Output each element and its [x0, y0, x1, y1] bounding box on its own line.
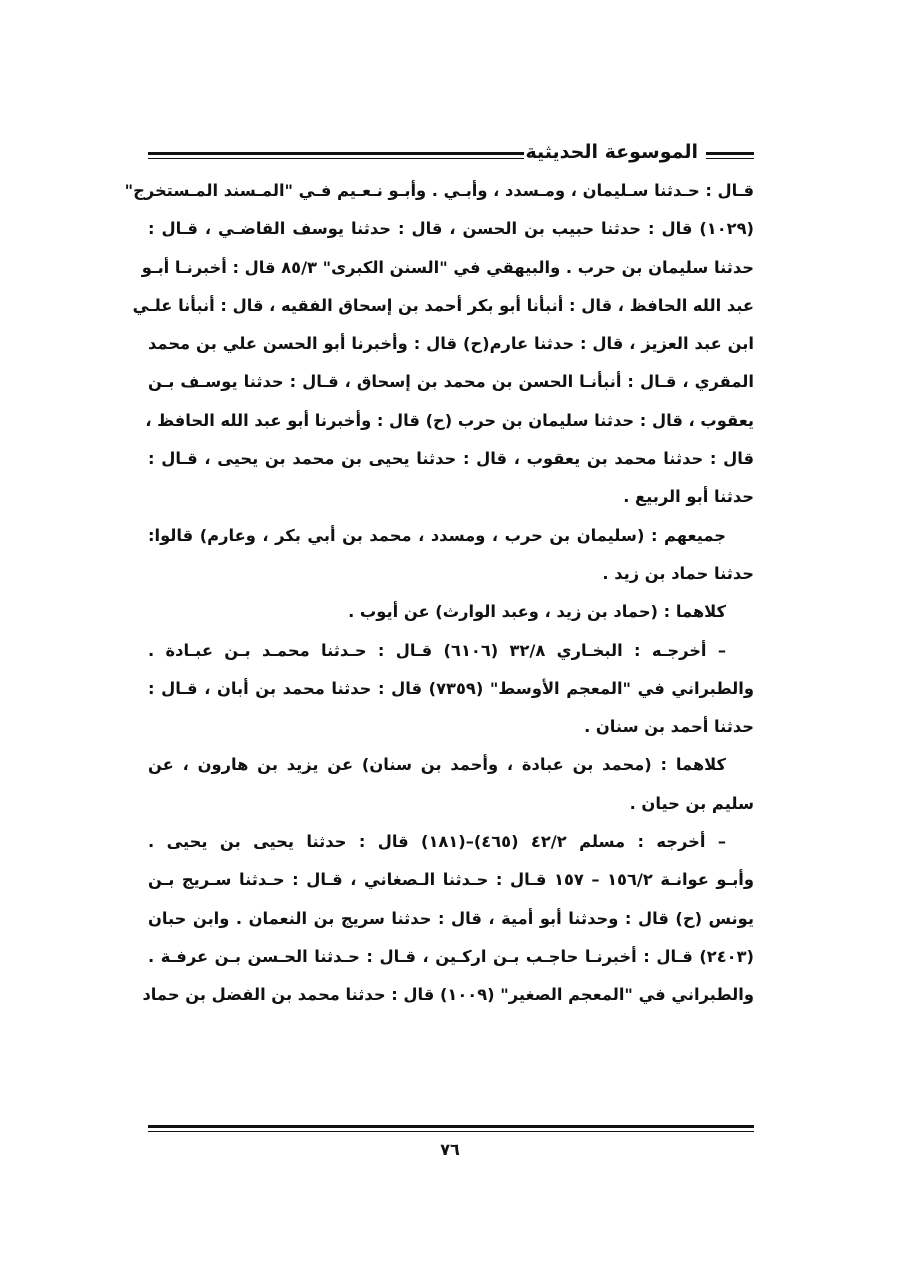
text-line: قال : حدثنا محمد بن يعقوب ، قال : حدثنا يحيى بن محمد بن يحيى ، قـال : [148, 449, 754, 469]
header-rule-left-thin [148, 158, 524, 159]
text-line: كلاهما : (محمد بن عبادة ، وأحمد بن سنان) عن يزيد بن هارون ، عن [148, 755, 726, 775]
text-line: حدثنا أبو الربيع . [623, 487, 754, 507]
text-line: حدثنا سليمان بن حرب . والبيهقي في "السنن الكبرى" ٨٥/٣ قال : أخبرنـا أبـو [141, 257, 754, 277]
body-text [124, 172, 755, 1015]
text-line: سليم بن حيان . [629, 793, 754, 813]
footer-rule [148, 1125, 754, 1132]
text-line: والطبراني في "المعجم الأوسط" (٧٣٥٩) قال : حدثنا محمد بن أبان ، قـال : [148, 678, 754, 698]
running-header [148, 143, 754, 169]
text-line: يونس (ح) قال : وحدثنا أبو أمية ، قال : حدثنا سريج بن النعمان . وابن حبان [148, 908, 754, 928]
text-line: (٢٤٠٣) قـال : أخبرنـا حاجـب بـن اركـين ، قـال : حـدثنا الحـسن بـن عرفـة . [148, 946, 754, 966]
text-line: عبد الله الحافظ ، قال : أنبأنا أبو بكر أحمد بن إسحاق الفقيه ، قال : أنبأنا علـي [132, 295, 754, 315]
text-line: (١٠٢٩) قال : حدثنا حبيب بن الحسن ، قال : حدثنا يوسف القاضـي ، قـال : [148, 219, 754, 239]
text-line: جميعهم : (سليمان بن حرب ، ومسدد ، محمد بن أبي بكر ، وعارم) قالوا: [148, 525, 726, 545]
header-rule-right-thin [706, 158, 754, 159]
text-line: حدثنا أحمد بن سنان . [584, 717, 754, 737]
text-line: كلاهما : (حماد بن زيد ، وعبد الوارث) عن أيوب . [348, 602, 726, 622]
text-line: – أخرجـه : البخـاري ٣٢/٨ (٦١٠٦) قـال : حـدثنا محمـد بـن عبـادة . [148, 640, 726, 660]
page-number: ٧٦ [440, 1140, 460, 1159]
text-line: والطبراني في "المعجم الصغير" (١٠٠٩) قال : حدثنا محمد بن الفضل بن حماد [142, 985, 754, 1005]
text-line: يعقوب ، قال : حدثنا سليمان بن حرب (ح) قال : وأخبرنا أبو عبد الله الحافظ ، [145, 410, 754, 430]
text-line: حدثنا حماد بن زيد . [602, 563, 754, 583]
footer-rule-thin [148, 1131, 754, 1132]
text-line: المقري ، قـال : أنبأنـا الحسن بن محمد بن إسحاق ، قـال : حدثنا يوسـف بـن [148, 372, 754, 392]
text-line: – أخرجه : مسلم ٤٢/٢ (٤٦٥)–(١٨١) قال : حدثنا يحيى بن يحيى . [148, 832, 726, 852]
text-line: ابن عبد العزيز ، قال : حدثنا عارم(ح) قال : وأخبرنا أبو الحسن علي بن محمد [148, 334, 754, 354]
header-rule-left [148, 152, 524, 155]
text-line: قـال : حـدثنا سـليمان ، ومـسدد ، وأبـي . وأبـو نـعـيم فـي "المـسند المـستخرج" [124, 181, 754, 200]
header-title: الموسوعة الحديثية [525, 141, 698, 163]
header-rule-right [706, 152, 754, 155]
text-line: وأبـو عوانـة ١٥٦/٢ – ١٥٧ قـال : حـدثنا الـصغاني ، قـال : حـدثنا سـريج بـن [148, 870, 755, 890]
